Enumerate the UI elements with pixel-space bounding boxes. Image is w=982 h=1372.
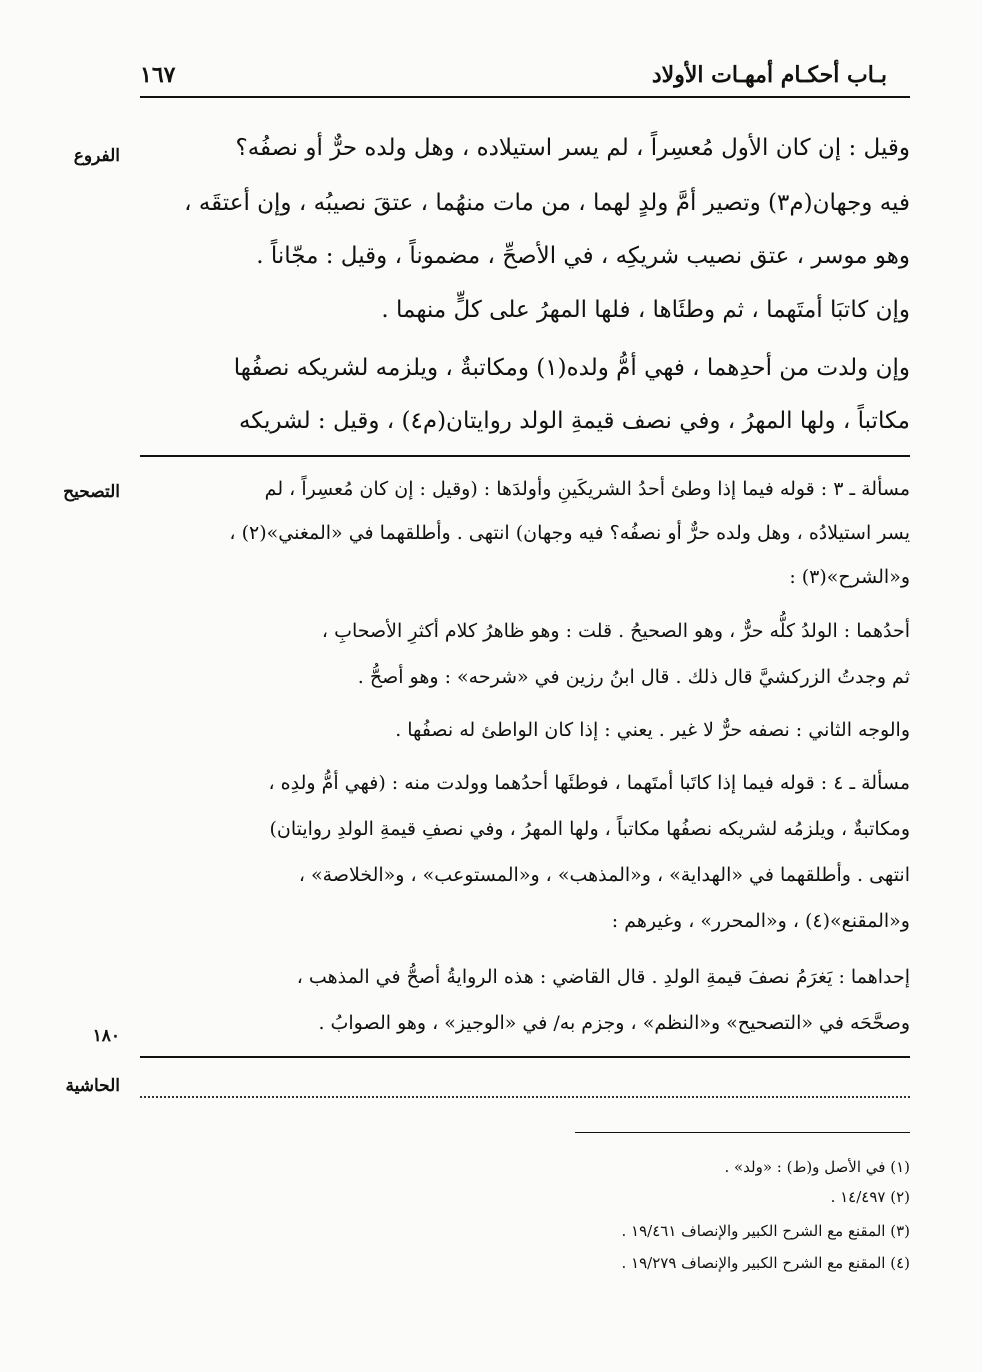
section-rule <box>140 455 910 457</box>
main-line: وهو موسر ، عتق نصيب شريكِه ، في الأصحِّ ، مضموناً ، وقيل : مجّاناً . <box>256 243 910 269</box>
hashiya-label: الحاشية <box>65 1076 120 1096</box>
main-text-block <box>140 135 910 445</box>
tashih-line: إحداهما : يَغرَمُ نصفَ قيمةِ الولدِ . قال القاضي : هذه الروايةُ أصحُّ في المذهب ، <box>296 966 910 988</box>
tashih-line: أحدُهما : الولدُ كلُّه حرٌّ ، وهو الصحيحُ . قلت : وهو ظاهرُ كلام أكثرِ الأصحابِ ، <box>321 620 910 642</box>
ref-number: ١٨٠ <box>92 1026 120 1046</box>
page-number: ١٦٧ <box>140 62 176 88</box>
chapter-title: بـاب أحكـام أمهـات الأولاد <box>651 62 887 88</box>
footnotes-block <box>140 1158 910 1298</box>
tashih-line: و«الشرح»(٣) : <box>789 566 910 588</box>
main-line: وإن ولدت من أحدِهما ، فهي أمُّ ولده(١) ومكاتبةٌ ، ويلزمه لشريكه نصفُها <box>233 355 910 381</box>
footnote: (٢) ١٤/٤٩٧ . <box>830 1188 910 1206</box>
furu-label: الفروع <box>73 146 120 166</box>
tashih-text-block <box>140 478 910 1048</box>
tashih-line: مسألة ـ ٣ : قوله فيما إذا وطئ أحدُ الشريكَينِ وأولدَها : (وقيل : إن كان مُعسِراً ، لم <box>264 478 910 500</box>
main-line: فيه وجهان(م٣) وتصير أمَّ ولدٍ لهما ، من مات منهُما ، عتقَ نصيبُه ، وإن أعتقَه ، <box>184 190 910 216</box>
footnote: (٣) المقنع مع الشرح الكبير والإنصاف ١٩/٤٦١ . <box>621 1222 910 1240</box>
tashih-line: ومكاتبةٌ ، ويلزمُه لشريكه نصفُها مكاتباً ، ولها المهرُ ، وفي نصفِ قيمةِ الولدِ روايتان) <box>269 818 910 840</box>
tashih-line: وصحَّحَه في «التصحيح» و«النظم» ، وجزم به/ في «الوجيز» ، وهو الصوابُ . <box>318 1012 910 1034</box>
tashih-line: مسألة ـ ٤ : قوله فيما إذا كاتَبا أمتَهما ، فوطئَها أحدُهما وولدت منه : (فهي أمُّ ولدِه ، <box>268 772 910 794</box>
header-rule <box>140 96 910 98</box>
tashih-line: يسر استيلادُه ، وهل ولده حرٌّ أو نصفُه؟ فيه وجهان) انتهى . وأطلقهما في «المغني»(٢) ، <box>229 522 910 544</box>
main-line: وقيل : إن كان الأول مُعسِراً ، لم يسر استيلاده ، وهل ولده حرٌّ أو نصفُه؟ <box>235 135 910 161</box>
tashih-label: التصحيح <box>63 482 120 502</box>
tashih-line: والوجه الثاني : نصفه حرٌّ لا غير . يعني : إذا كان الواطئ له نصفُها . <box>395 719 910 741</box>
footnote-separator <box>575 1132 910 1133</box>
hashiya-dotted-line <box>140 1096 910 1098</box>
tashih-bottom-rule <box>140 1056 910 1058</box>
main-line: وإن كاتبَا أمتَهما ، ثم وطئَاها ، فلها المهرُ على كلٍّ منهما . <box>381 297 910 323</box>
tashih-line: انتهى . وأطلقهما في «الهداية» ، و«المذهب» ، و«المستوعب» ، و«الخلاصة» ، <box>298 864 910 886</box>
main-line: مكاتباً ، ولها المهرُ ، وفي نصف قيمةِ الولد روايتان(م٤) ، وقيل : لشريكه <box>238 408 910 434</box>
tashih-line: و«المقنع»(٤) ، و«المحرر» ، وغيرهم : <box>611 910 910 932</box>
footnote: (٤) المقنع مع الشرح الكبير والإنصاف ١٩/٢٧٩ . <box>621 1254 910 1272</box>
tashih-line: ثم وجدتُ الزركشيَّ قال ذلك . قال ابنُ رزين في «شرحه» : وهو أصحُّ . <box>357 666 910 688</box>
footnote: (١) في الأصل و(ط) : «ولد» . <box>724 1158 910 1176</box>
